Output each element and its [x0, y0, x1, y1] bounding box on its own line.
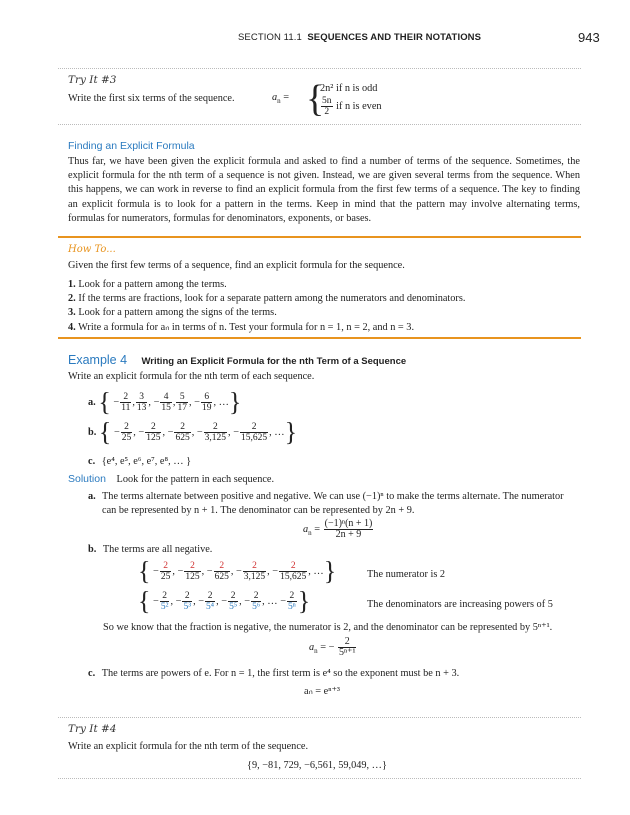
how-to-intro: Given the first few terms of a sequence, find an explicit formula for the sequence.: [68, 260, 405, 271]
running-head: [238, 32, 481, 43]
term-sign: −: [280, 596, 286, 607]
term-denominator: 5³: [183, 602, 192, 613]
divider: [58, 778, 581, 779]
term-numerator: 2: [240, 422, 268, 433]
equals-sign: =: [320, 641, 327, 653]
formula-a-num: (−1)ⁿ(n + 1): [324, 518, 373, 529]
term-denominator: 5⁶: [252, 602, 261, 613]
how-to-top-rule: [58, 236, 581, 238]
how-to-step: [68, 321, 580, 335]
formula-a-sub: n: [308, 528, 312, 537]
term-numerator: 2: [120, 392, 131, 403]
case-even-text: if n is even: [336, 100, 382, 112]
term-numerator: 2: [214, 561, 230, 572]
term-denominator: 625: [175, 433, 190, 443]
term-sign: −: [174, 566, 184, 577]
term-denominator: 25: [121, 433, 132, 443]
term-ellipsis: …: [310, 566, 324, 577]
note-numerator: The numerator is 2: [367, 569, 446, 580]
try-it-4-sequence: {9, −81, 729, −6,561, 59,049, …}: [247, 760, 387, 771]
note-denominator: The denominators are increasing powers of 5: [367, 599, 553, 610]
term-fraction: [176, 392, 188, 413]
formula-b-den: 5ⁿ⁺¹: [339, 647, 356, 658]
term-fraction: [205, 591, 215, 612]
term-sign: −: [191, 396, 200, 408]
sequence-a: [98, 387, 242, 417]
sequence-b-red: [138, 556, 337, 586]
part-c-label: c.: [88, 456, 96, 467]
case-even: [320, 96, 382, 117]
term-fraction: [287, 591, 297, 612]
term-numerator: 2: [184, 561, 200, 572]
term-sign: −: [204, 566, 213, 577]
solution-label: Solution: [68, 473, 106, 485]
term-sign: −: [269, 566, 279, 577]
term-numerator: 2: [228, 591, 238, 602]
formula-lhs: a: [272, 92, 278, 103]
term-numerator: 2: [205, 591, 215, 602]
page-number: 943: [578, 30, 600, 45]
term-fraction: [160, 591, 170, 612]
term-comma: ,: [308, 566, 311, 577]
term-comma: ,: [201, 566, 205, 577]
step-number: 1.: [68, 279, 76, 290]
term-denominator: 25: [160, 572, 171, 583]
term-denominator: 5⁵: [229, 602, 238, 613]
example-title: Writing an Explicit Formula for the nth Term of a Sequence: [141, 356, 407, 367]
term-numerator: 3: [136, 392, 148, 403]
part-a: [88, 387, 242, 417]
term-sign: −: [111, 426, 120, 438]
step-number: 2.: [68, 293, 76, 305]
term-fraction: [279, 561, 307, 582]
term-comma: ,: [188, 396, 192, 408]
term-fraction: [120, 392, 131, 413]
term-denominator: 15,625: [241, 433, 268, 443]
term-fraction: [240, 422, 268, 443]
term-comma: ,: [193, 596, 196, 607]
formula-a-den: 2n + 9: [335, 529, 362, 540]
divider: [58, 717, 581, 718]
term-denominator: 17: [177, 403, 187, 413]
formula-a: [303, 519, 374, 540]
part-c: [88, 455, 191, 469]
solution-intro: Look for the pattern in each sequence.: [116, 474, 275, 485]
term-comma: ,: [269, 426, 272, 438]
part-a-label: a.: [88, 396, 96, 408]
term-fraction: [243, 561, 266, 582]
term-sign: −: [194, 426, 203, 438]
solution-a-text: The terms alternate between positive and negative. We can use (−1)ⁿ to make the terms alternate. The numerator can be represented by n + 1. The denominator can be represented by 2n + 9.: [102, 491, 564, 517]
term-sign: −: [195, 596, 205, 607]
term-comma: ,: [172, 566, 175, 577]
term-comma: ,: [170, 596, 174, 607]
term-sign: −: [150, 566, 159, 577]
term-numerator: 2: [243, 561, 266, 572]
term-comma: ,: [191, 426, 195, 438]
sequence-b-powers: [138, 586, 311, 616]
example-label: Example 4: [68, 353, 128, 367]
term-fraction: [121, 422, 133, 443]
term-fraction: [204, 422, 227, 443]
example-prompt: Write an explicit formula for the nth term of each sequence.: [68, 371, 315, 382]
open-brace: {: [98, 387, 111, 417]
formula-b: [309, 637, 357, 658]
section-heading: Finding an Explicit Formula: [68, 140, 195, 152]
term-sign: −: [150, 596, 159, 607]
term-sign: −: [110, 396, 120, 408]
solution-c-text: The terms are powers of e. For n = 1, the first term is e⁴ so the exponent must be n + 3.: [101, 668, 460, 679]
term-comma: ,: [162, 426, 166, 438]
term-comma: ,: [216, 596, 219, 607]
formula-b-num: 2: [338, 637, 356, 648]
term-denominator: 15,625: [280, 572, 307, 583]
term-fraction: [160, 392, 172, 413]
term-sign: −: [218, 596, 228, 607]
case-even-den: 2: [324, 107, 330, 117]
term-denominator: 19: [201, 403, 212, 413]
term-fraction: [136, 392, 148, 413]
page-header: [0, 30, 630, 46]
term-denominator: 5²: [160, 602, 169, 613]
part-b: [88, 417, 298, 447]
term-sign: −: [230, 426, 240, 438]
step-text: Look for a pattern among the terms.: [78, 279, 227, 290]
sequence-c: {e⁴, e⁵, e⁶, e⁷, e⁸, … }: [101, 456, 192, 467]
term-numerator: 2: [121, 422, 133, 433]
how-to-step: [68, 306, 580, 320]
step-text: Write a formula for aₙ in terms of n. Test your formula for n = 1, n = 2, and n = 3.: [78, 321, 415, 333]
finding-paragraph: Thus far, we have been given the explicit formula and asked to find a number of terms of the sequence. Sometimes, the explicit formula for the nth term of a sequence is not given. Instead, we are given several terms from the sequence. When this happens, we can work in reverse to find an explicit formula from the first few terms of a sequence. The key to finding an explicit formula is to look for a pattern in the terms. Keep in mind that the pattern may involve alternating terms, formulas for numerators, formulas for denominators, exponents, or bases.: [68, 156, 580, 224]
term-fraction: [228, 591, 238, 612]
case-odd: 2n² if n is odd: [320, 83, 378, 94]
term-comma: ,: [239, 596, 242, 607]
term-sign: −: [233, 566, 242, 577]
term-sign: −: [165, 426, 174, 438]
formula-b-lhs: a: [309, 641, 315, 653]
term-fraction: [160, 561, 172, 582]
how-to-steps: [68, 278, 580, 335]
term-sign: −: [151, 396, 160, 408]
term-numerator: 2: [279, 561, 307, 572]
solution-c: [88, 667, 459, 681]
sequence-b: [98, 417, 298, 447]
term-fraction: [251, 591, 261, 612]
step-number: 4.: [68, 321, 76, 333]
open-brace: {: [138, 586, 151, 616]
formula-b-sub: n: [314, 646, 318, 655]
term-fraction: [145, 422, 161, 443]
try-it-4-title: Try It #4: [68, 723, 117, 735]
step-text: Look for a pattern among the signs of the terms.: [78, 307, 277, 319]
solution-intro-line: [68, 472, 274, 487]
term-denominator: 125: [185, 572, 200, 583]
solution-b-text: The terms are all negative.: [102, 544, 213, 555]
close-brace: }: [297, 586, 311, 616]
term-fraction: [184, 561, 200, 582]
case-even-num: 5n: [322, 96, 332, 106]
piecewise-formula: $a_n$ = { 2n² if n is odd $\frac{5n}{2}$ if n is even: [272, 78, 382, 120]
try-it-4-prompt: Write an explicit formula for the nth term of the sequence.: [68, 741, 309, 752]
term-denominator: 125: [146, 433, 161, 443]
how-to-bottom-rule: [58, 337, 581, 339]
try-it-3-title: Try It #3: [68, 74, 117, 86]
section-number: SECTION 11.1: [238, 32, 302, 43]
term-comma: ,: [133, 426, 136, 438]
solution-b: [88, 543, 212, 557]
solution-a: [88, 490, 580, 518]
term-numerator: 4: [160, 392, 172, 403]
formula-sub: n: [277, 97, 281, 106]
solution-b-conclusion: So we know that the fraction is negative, the numerator is 2, and the denominator can be represented by 5ⁿ⁺¹.: [103, 622, 553, 633]
close-brace: }: [323, 556, 337, 586]
term-denominator: 5⁴: [206, 602, 215, 613]
term-denominator: 3,125: [243, 572, 266, 583]
term-numerator: 2: [160, 561, 172, 572]
term-denominator: 11: [121, 403, 131, 413]
term-comma: ,: [132, 396, 135, 408]
part-b-label: b.: [88, 426, 97, 438]
step-text: If the terms are fractions, look for a separate pattern among the numerators and denominators.: [78, 293, 466, 305]
equals-sign: =: [314, 523, 321, 535]
term-denominator: 13: [136, 403, 147, 413]
term-denominator: 3,125: [204, 433, 227, 443]
term-ellipsis: …: [271, 426, 285, 438]
formula-c: aₙ = eⁿ⁺³: [304, 686, 340, 697]
term-comma: ,: [172, 396, 176, 408]
term-denominator: 5ⁿ: [288, 602, 296, 613]
term-fraction: [201, 392, 213, 413]
term-comma: ,: [267, 566, 270, 577]
term-fraction: [182, 591, 192, 612]
try-it-3-prompt: Write the first six terms of the sequence.: [68, 93, 235, 104]
term-numerator: 2: [145, 422, 161, 433]
example-heading: [68, 351, 406, 369]
term-numerator: 2: [287, 591, 297, 602]
term-comma: ,: [230, 566, 234, 577]
how-to-title: How To...: [68, 244, 116, 255]
minus-sign: −: [328, 641, 335, 653]
divider: [58, 68, 581, 69]
term-comma: ,: [228, 426, 231, 438]
term-comma: ,: [148, 396, 151, 408]
how-to-step: [68, 292, 580, 306]
how-to-step: [68, 278, 580, 292]
close-brace: }: [228, 387, 242, 417]
open-brace: {: [138, 556, 151, 586]
open-brace: {: [98, 417, 112, 447]
term-denominator: 15: [161, 403, 171, 413]
close-brace: }: [284, 417, 298, 447]
formula-a-lhs: a: [303, 523, 309, 535]
term-fraction: [214, 561, 230, 582]
term-ellipsis: …: [216, 396, 229, 408]
term-numerator: 5: [176, 392, 188, 403]
term-numerator: 2: [204, 422, 227, 433]
term-fraction: [174, 422, 190, 443]
solution-a-label: a.: [88, 491, 96, 502]
term-denominator: 625: [214, 572, 229, 583]
solution-c-label: c.: [88, 668, 96, 679]
piecewise-brace: {: [306, 78, 325, 120]
divider: [58, 124, 581, 125]
term-sign: −: [241, 596, 251, 607]
term-numerator: 6: [201, 392, 213, 403]
section-title: SEQUENCES AND THEIR NOTATIONS: [307, 32, 482, 43]
step-number: 3.: [68, 307, 76, 319]
term-numerator: 2: [160, 591, 170, 602]
term-ellipsis: …: [264, 596, 281, 607]
term-comma: ,: [213, 396, 217, 408]
solution-b-label: b.: [88, 544, 97, 555]
term-numerator: 2: [251, 591, 261, 602]
term-sign: −: [173, 596, 182, 607]
term-numerator: 2: [174, 422, 190, 433]
term-comma: ,: [262, 596, 265, 607]
term-numerator: 2: [182, 591, 192, 602]
term-sign: −: [135, 426, 145, 438]
